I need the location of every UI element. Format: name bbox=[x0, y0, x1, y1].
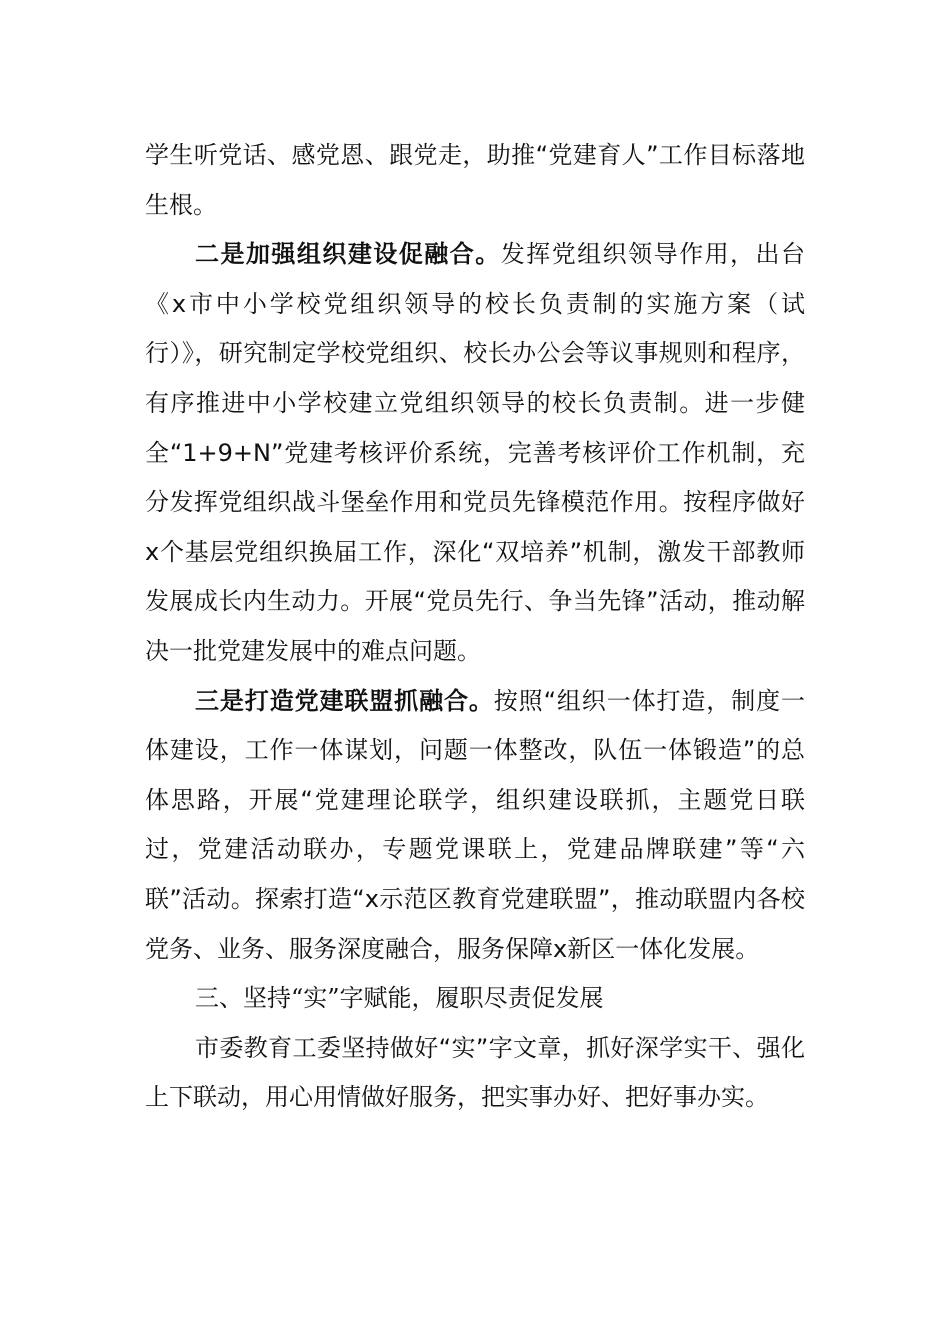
paragraph-practical-work bbox=[145, 1024, 805, 1123]
paragraph-party-alliance bbox=[145, 677, 805, 975]
document-body bbox=[145, 131, 805, 1123]
paragraph-organization-building bbox=[145, 230, 805, 676]
paragraph-lead: 三是打造党建联盟抓融合。 bbox=[195, 686, 494, 715]
paragraph-continuation bbox=[145, 131, 805, 230]
paragraph-text: 按照“组织一体打造，制度一体建设，工作一体谋划，问题一体整改，队伍一体锻造”的总体思路，开展“党建理论联学，组织建设联抓，主题党日联过，党建活动联办，专题党课联上，党建品牌联建”等“六联”活动。探索打造“x示范区教育党建联盟”，推动联盟内各校党务、业务、服务深度融合，服务保障x新区一体化发展。 bbox=[145, 686, 805, 963]
paragraph-text: 学生听党话、感党恩、跟党走，助推“党建育人”工作目标落地生根。 bbox=[145, 141, 805, 219]
paragraph-text: 发挥党组织领导作用，出台《x市中小学校党组织领导的校长负责制的实施方案（试行）》，研究制定学校党组织、校长办公会等议事规则和程序，有序推进中小学校建立党组织领导的校长负责制。进一步健全“1+9+N”党建考核评价系统，完善考核评价工作机制，充分发挥党组织战斗堡垒作用和党员先锋模范作用。按程序做好x个基层党组织换届工作，深化“双培养”机制，激发干部教师发展成长内生动力。开展“党员先行、争当先锋”活动，推动解决一批党建发展中的难点问题。 bbox=[145, 240, 806, 665]
section-heading: 三、坚持“实”字赋能，履职尽责促发展 bbox=[195, 984, 604, 1013]
paragraph-text: 市委教育工委坚持做好“实”字文章，抓好深学实干、强化上下联动，用心用情做好服务，把实事办好、把好事办实。 bbox=[145, 1033, 805, 1112]
paragraph-lead: 二是加强组织建设促融合。 bbox=[195, 240, 501, 269]
